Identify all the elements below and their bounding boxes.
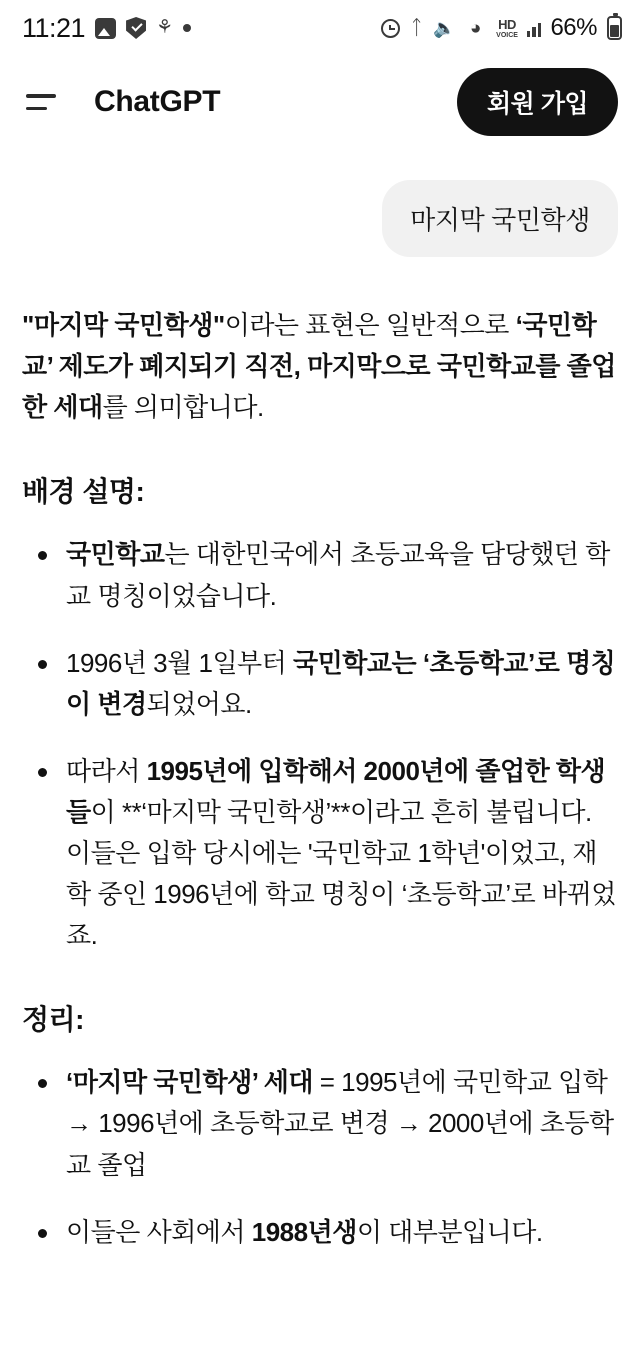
signal-icon: [527, 19, 542, 37]
status-bar: [0, 0, 640, 56]
status-bar-left: [22, 13, 191, 44]
assistant-section1-list: [22, 534, 618, 956]
text-run: 는 대한민국에서 초등교육을 담당했던 학교 명칭이었습니다.: [66, 539, 610, 611]
assistant-intro-paragraph: [22, 305, 618, 428]
text-run: 되었어요.: [146, 688, 252, 719]
text-run-bold: 국민학교: [66, 539, 165, 570]
text-run: = 1995년에 국민학교 입학 → 1996년에 초등학교로 변경 → 2000년에 초등학교 졸업: [66, 1067, 614, 1180]
battery-percent-label: 66%: [550, 14, 597, 41]
page-title: ChatGPT: [94, 85, 221, 118]
hd-voice-top-label: HD: [498, 16, 516, 32]
app-header: [0, 56, 640, 148]
bluetooth-icon: ᛏ: [410, 16, 423, 39]
list-item: [62, 1212, 618, 1253]
signup-button[interactable]: 회원 가입: [457, 68, 618, 136]
text-run: 따라서: [66, 755, 147, 786]
text-run: 이들은 사회에서: [66, 1216, 252, 1247]
text-run: 이 대부분입니다.: [356, 1216, 543, 1247]
text-run: 이라는 표현은 일반적으로: [224, 310, 516, 340]
status-clock: 11:21: [22, 12, 86, 43]
wifi-icon: ◕: [469, 17, 482, 39]
bug-icon: ⚘: [156, 17, 174, 38]
text-run: 를 의미합니다.: [102, 392, 264, 423]
conversation-thread: [0, 148, 640, 1253]
assistant-section2-list: [22, 1062, 618, 1252]
text-run-bold: 1988년생: [251, 1216, 357, 1247]
user-message-bubble: 마지막 국민학생: [382, 180, 618, 257]
alarm-icon: [381, 19, 400, 38]
text-run-bold: "마지막 국민학생": [22, 310, 225, 340]
recording-dot-icon: [183, 24, 191, 32]
assistant-section1-heading: 배경 설명:: [22, 476, 145, 508]
photos-icon: [95, 18, 116, 39]
list-item: [62, 643, 618, 725]
list-item: [62, 1062, 618, 1185]
mute-icon: 🔈: [433, 18, 456, 38]
hd-voice-icon: [496, 18, 518, 39]
list-item: [62, 751, 618, 956]
text-run: 1996년 3월 1일부터: [66, 647, 294, 678]
list-item: [62, 534, 618, 616]
text-run-bold: ‘마지막 국민학생’ 세대: [66, 1067, 314, 1098]
text-run-bold: 국민학교는 ‘초등학교’로 명칭이 변경: [66, 647, 616, 719]
shield-icon: [126, 17, 146, 39]
assistant-section2-heading: 정리:: [22, 1004, 84, 1036]
user-message-row: [22, 180, 618, 257]
text-run: 이 **‘마지막 국민학생’**이라고 흔히 불립니다. 이들은 입학 당시에는 '국민학교 1학년'이었고, 재학 중인 1996년에 학교 명칭이 ‘초등학교’로 바뀌었죠.: [66, 796, 616, 951]
assistant-message: [22, 305, 618, 1253]
status-bar-right: [381, 14, 622, 42]
hamburger-menu-icon[interactable]: [26, 90, 60, 114]
text-run-bold: 1995년에 입학해서 2000년에 졸업한 학생들: [66, 755, 606, 827]
hd-voice-bottom-label: VOICE: [496, 31, 518, 39]
battery-icon: [607, 16, 622, 40]
text-run-bold: ‘국민학교’ 제도가 폐지되기 직전, 마지막으로 국민학교를 졸업한 세대: [22, 310, 616, 423]
